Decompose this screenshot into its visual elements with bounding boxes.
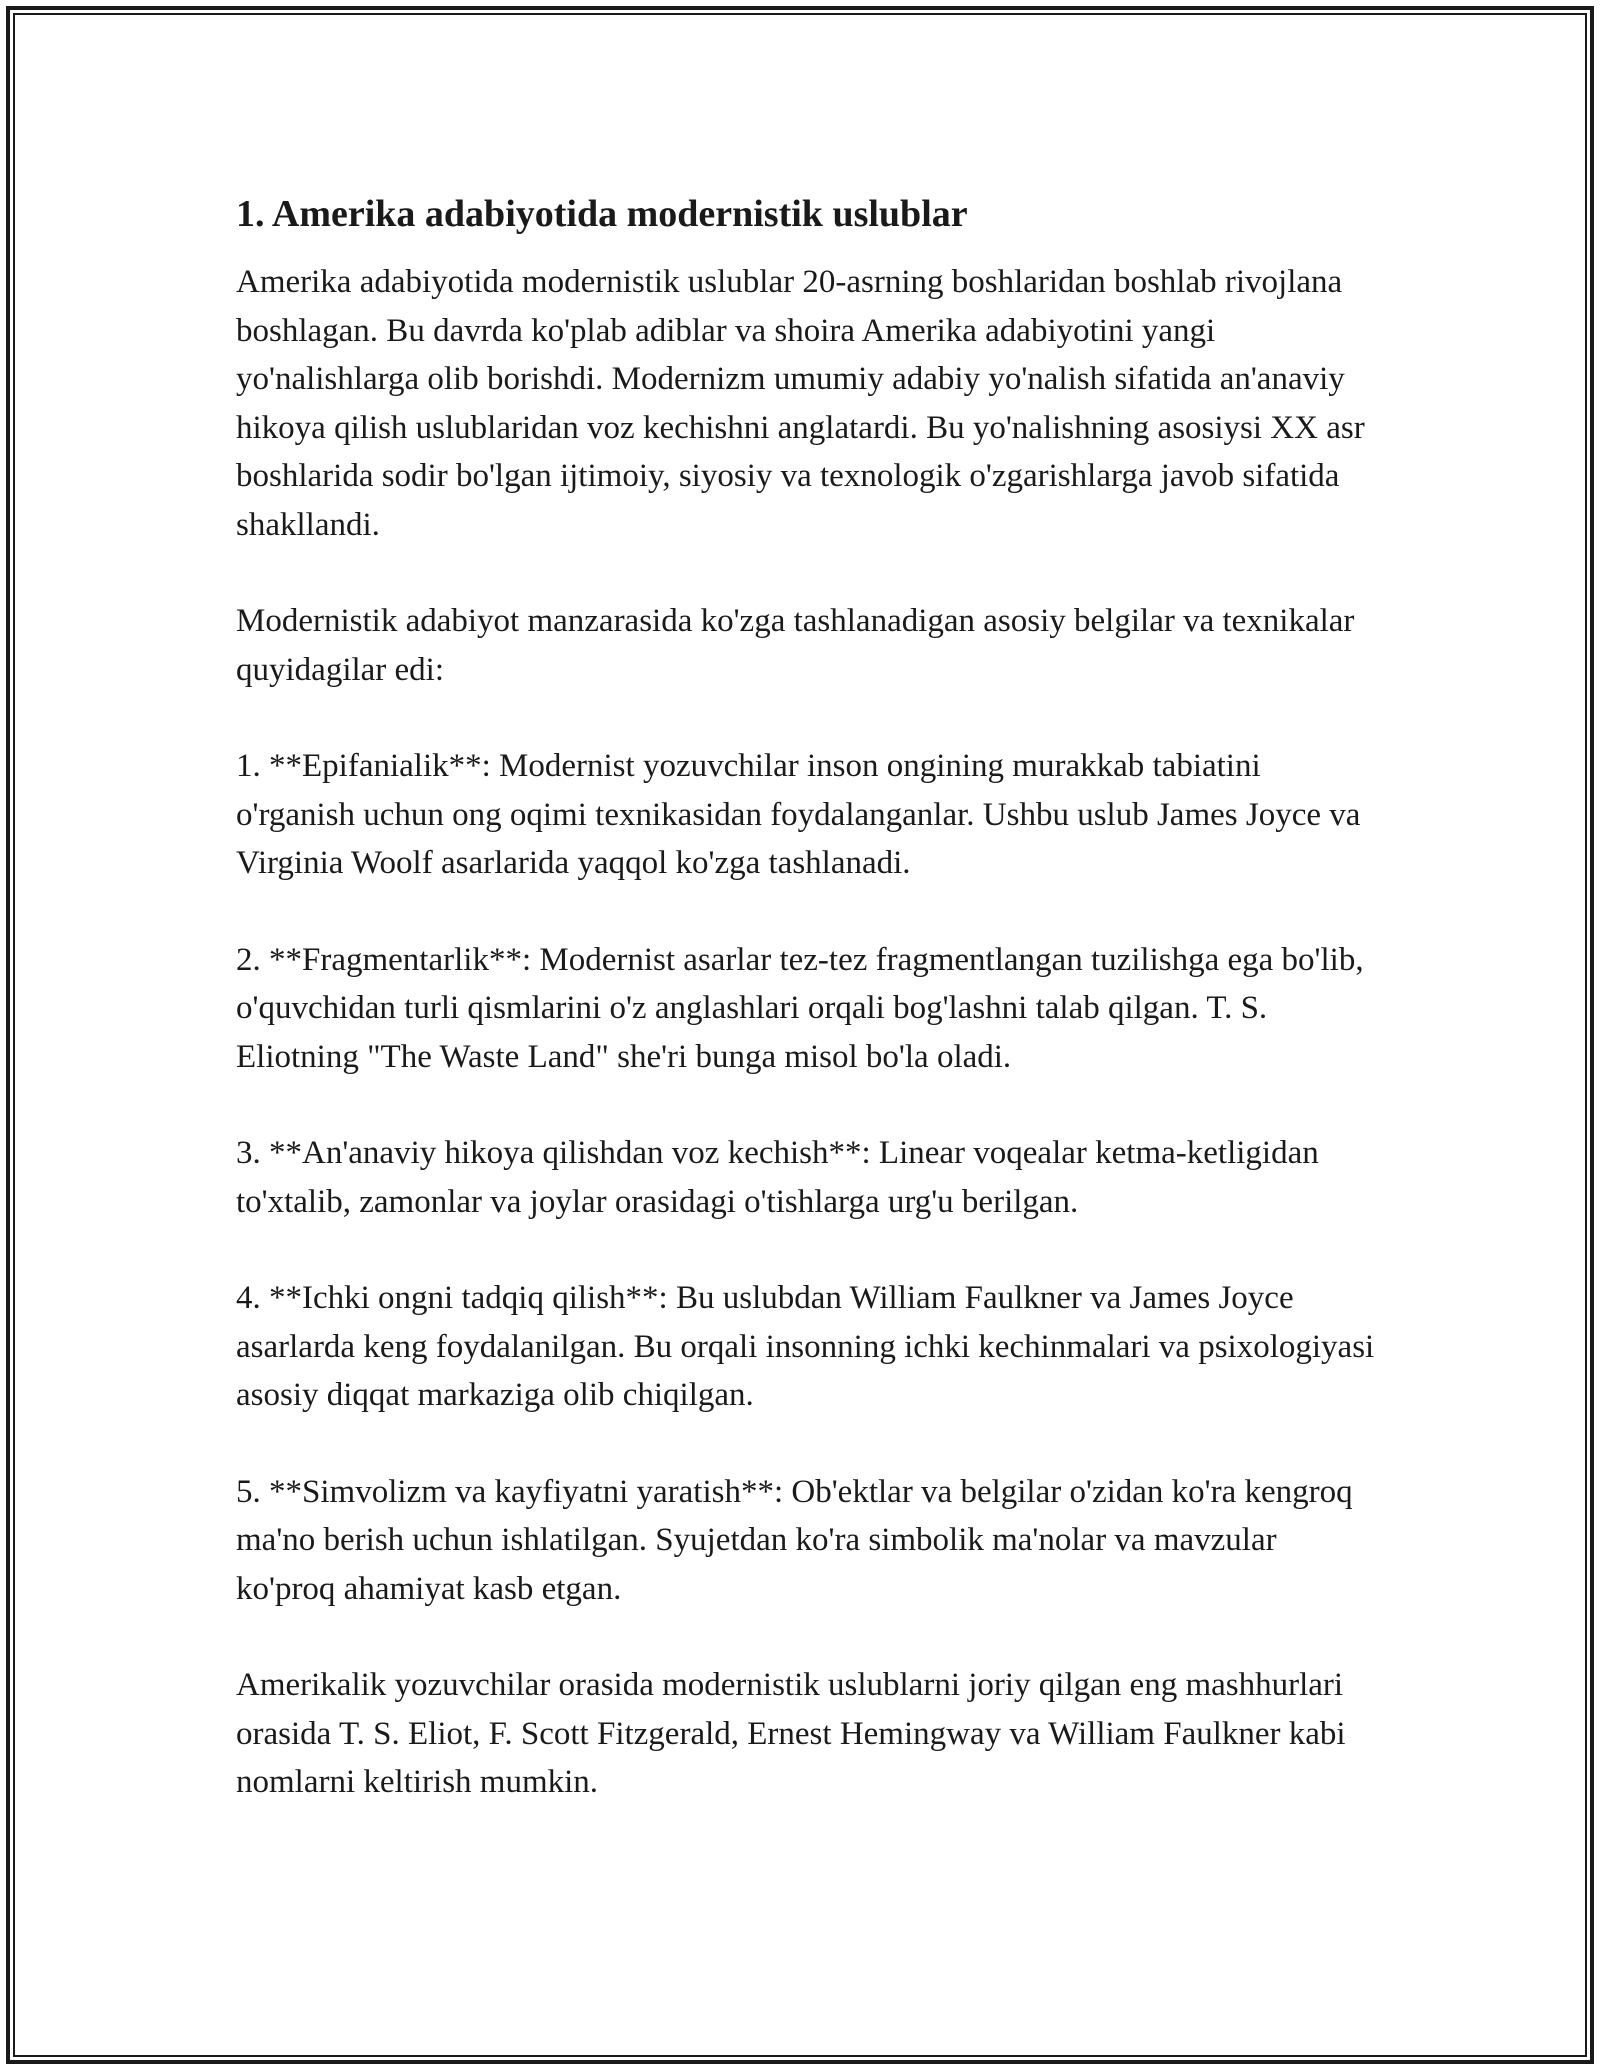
list-item-epifanialik: 1. **Epifanialik**: Modernist yozuvchilar inson ongining murakkab tabiatini o'rganish uchun ong oqimi texnikasidan foydalanganlar. Ushbu uslub James Joyce va Virginia Woolf asarlarida yaqqol ko'zga tashlanadi. — [236, 748, 1361, 881]
list-item-hikoya: 3. **An'anaviy hikoya qilishdan voz kechish**: Linear voqealar ketma-ketligidan to'xtalib, zamonlar va joylar orasidagi o'tishlarga urg'u berilgan. — [236, 1135, 1319, 1220]
list-item-ichki-ong: 4. **Ichki ongni tadqiq qilish**: Bu uslubdan William Faulkner va James Joyce asarlarda keng foydalanilgan. Bu orqali insonning ichki kechinmalari va psixologiyasi asosiy diqqat markaziga olib chiqilgan. — [236, 1280, 1375, 1413]
paragraph-intro: Amerika adabiyotida modernistik uslublar 20-asrning boshlaridan boshlab rivojlana boshlagan. Bu davrda ko'plab adiblar va shoira Amerika adabiyotini yangi yo'nalishlarga olib borishdi. Modernizm umumiy adabiy yo'nalish sifatida an'anaviy hikoya qilish uslublaridan voz kechishni anglatardi. Bu yo'nalishning asosiysi XX asr boshlarida sodir bo'lgan ijtimoiy, siyosiy va texnologik o'zgarishlarga javob sifatida shakllandi. — [236, 264, 1365, 543]
document-body — [236, 186, 1376, 1807]
list-item-simvolizm: 5. **Simvolizm va kayfiyatni yaratish**: Ob'ektlar va belgilar o'zidan ko'ra kengroq ma'no berish uchun ishlatilgan. Syujetdan ko'ra simbolik ma'nolar va mavzular ko'proq ahamiyat kasb etgan. — [236, 1473, 1353, 1607]
paragraph-features-lead: Modernistik adabiyot manzarasida ko'zga tashlanadigan asosiy belgilar va texnikalar quyidagilar edi: — [236, 603, 1355, 688]
list-item-fragmentarlik: 2. **Fragmentarlik**: Modernist asarlar tez-tez fragmentlangan tuzilishga ega bo'lib, o'quvchidan turli qismlarini o'z anglashlari orqali bog'lashni talab qilgan. T. S. Eliotning "The Waste Land" she'ri bunga misol bo'la oladi. — [236, 941, 1364, 1075]
paragraph-conclusion: Amerikalik yozuvchilar orasida modernistik uslublarni joriy qilgan eng mashhurlari orasida T. S. Eliot, F. Scott Fitzgerald, Ernest Hemingway va William Faulkner kabi nomlarni keltirish mumkin. — [236, 1667, 1346, 1800]
section-heading: 1. Amerika adabiyotida modernistik uslublar — [236, 193, 968, 235]
